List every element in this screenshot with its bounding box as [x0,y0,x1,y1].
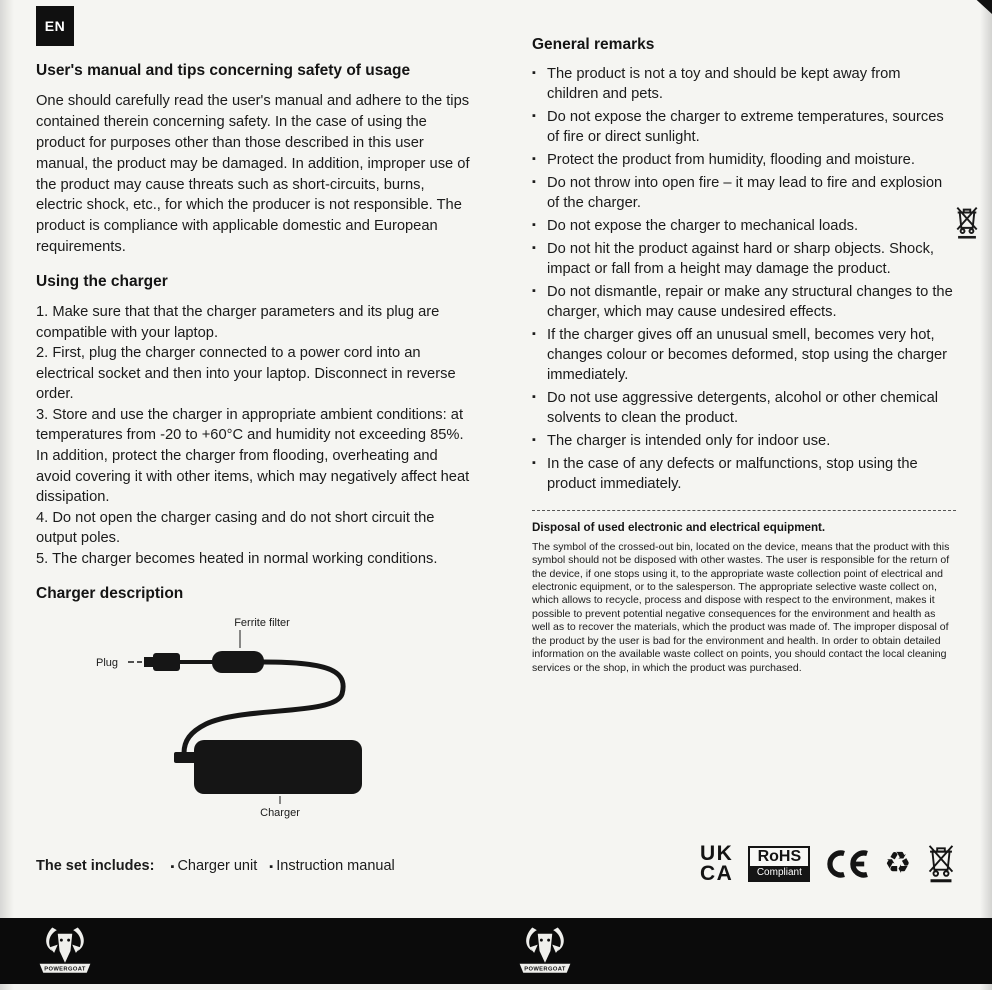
usage-step-1: 1. Make sure that that the charger parameters and its plug are compatible with your laptop. [36,304,440,341]
language-badge: EN [36,6,74,46]
ferrite-filter-shape [212,651,264,673]
remark-item: ▪ Do not expose the charger to extreme temperatures, sources of fire or direct sunlight. [532,108,956,148]
ukca-mark [700,844,733,883]
section-title-charger-description: Charger description [36,584,184,602]
ukca-line-2: CA [700,862,734,885]
general-remarks-list [532,65,956,495]
usage-step-5: 5. The charger becomes heated in normal working conditions. [36,550,438,567]
remark-item: ▪ Do not use aggressive detergents, alcohol or other chemical solvents to clean the product. [532,389,956,429]
dashed-divider [532,510,956,511]
dc-plug-shape [174,752,196,763]
charger-diagram-drawing [94,614,424,820]
ukca-line-1: UK [700,842,734,866]
scan-corner-artifact [974,0,992,14]
disposal-body-text: The symbol of the crossed-out bin, located on the device, means that the product with this symbol should not be disposed with other wastes. The user is responsible for the return of the device, if one stops using it, to the appropriate waste collection point of electrical and electronic equipment, or to the salesperson. The appropriate selective waste collect on, which allows to recycle, process and dispose with respect to the environment, makes it possible to prevent potential negative consequences for the environment and health as well as to recover the materials, which the product was made of. The improper disposal of the product by the user is bad for the environment and health. In order to obtain detailed information on the available waste collect on points, you should contact the local cleaning services or the shop, in which the product was purchased. [532,540,950,674]
powergoat-wordmark: POWERGOAT [524,966,566,973]
remark-item: ▪ Do not throw into open fire – it may lead to fire and explosion of the charger. [532,174,956,214]
section-title-using-charger: Using the charger [36,273,168,290]
safety-intro-text: One should carefully read the user's manual and adhere to the tips contained therein concerning safety. In the case of using the product for purposes other than those described in this user manual, the product may be damaged. In addition, improper use of the product may cause threats such as short-circuits, burns, electric shock, etc., for which the producer is not responsible. The product is compliance with applicable domestic and European requirements. [36,93,470,256]
ferrite-filter-label: Ferrite filter [234,616,290,629]
left-column [36,62,470,820]
remark-item: ▪ Protect the product from humidity, flooding and moisture. [532,151,956,171]
remark-item: ▪ Do not hit the product against hard or sharp objects. Shock, impact or fall from a height may damage the product. [532,240,956,280]
set-item-instruction-manual: ▪ Instruction manual [269,858,394,874]
powergoat-logo [516,922,574,980]
charger-label: Charger [260,806,300,819]
rohs-subtitle: Compliant [750,866,808,880]
disposal-title: Disposal of used electronic and electrical equipment. [532,520,826,534]
usage-steps [36,302,470,570]
ce-mark-icon [825,849,869,879]
charger-body-shape [194,740,362,794]
recycle-icon: ♻ [884,846,912,881]
scan-edge-right [980,0,992,990]
cable-loop [184,662,343,753]
usage-step-2: 2. First, plug the charger connected to a power cord into an electrical socket and then into your laptop. Disconnect in reverse order. [36,345,456,403]
rohs-mark [748,846,810,882]
certification-marks [700,844,956,884]
margin-weee-bin-icon [954,206,980,245]
remark-item: ▪ In the case of any defects or malfunctions, stop using the product immediately. [532,455,956,495]
powergoat-logo [36,922,94,980]
remark-item: ▪ The product is not a toy and should be kept away from children and pets. [532,65,956,105]
scan-edge-left [0,0,14,990]
plug-label: Plug [96,656,119,669]
remark-item: ▪ If the charger gives off an unusual smell, becomes very hot, changes colour or becomes deformed, stop using the charger immediately. [532,326,956,386]
plug-connector-shape [144,653,180,671]
set-item-charger-unit: ▪ Charger unit [170,858,257,874]
remark-item: ▪ Do not expose the charger to mechanical loads. [532,217,956,237]
right-column [532,36,956,675]
set-includes-line [36,858,395,874]
section-title-safety: User's manual and tips concerning safety of usage [36,62,411,79]
powergoat-wordmark: POWERGOAT [44,966,86,973]
charger-diagram [94,614,470,820]
rohs-title: RoHS [757,848,802,866]
weee-bin-icon [926,844,956,884]
remark-item: ▪ The charger is intended only for indoor use. [532,432,956,452]
footer-brand-bar [0,918,992,984]
usage-step-4: 4. Do not open the charger casing and do not short circuit the output poles. [36,509,435,547]
usage-step-3: 3. Store and use the charger in appropriate ambient conditions: at temperatures from -20 to +60°C and humidity not exceeding 85%. In addition, protect the charger from flooding, overheating and avoid covering it with other items, which may negatively affect heat dissipation. [36,406,470,506]
remark-item: ▪ Do not dismantle, repair or make any structural changes to the charger, which may cause undesired effects. [532,283,956,323]
section-title-general-remarks: General remarks [532,36,655,53]
set-includes-label: The set includes: [36,858,155,874]
